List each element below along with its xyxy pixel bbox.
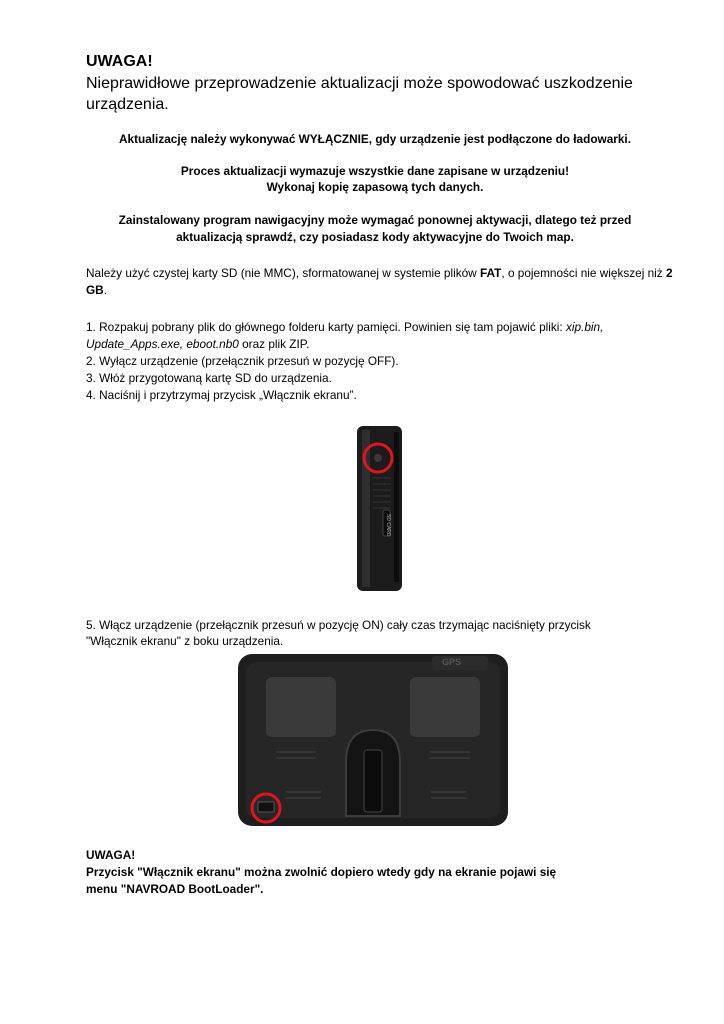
step-1-text-b: oraz plik ZIP.: [238, 337, 310, 351]
erase-notice-line1: Proces aktualizacji wymazuje wszystkie dane zapisane w urządzeniu!: [180, 164, 570, 178]
warning-subtitle: Nieprawidłowe przeprowadzenie aktualizacji może spowodować uszkodzenie urządzenia.: [86, 75, 633, 113]
step-1-files: xip.bin, Update_Apps.exe, eboot.nb0: [86, 320, 604, 351]
sd-text-a: Należy użyć czystej karty SD (nie MMC), sformatowanej w systemie plików: [86, 266, 480, 280]
sd-card-label: SD CARD: [385, 514, 391, 537]
sd-text-b: , o pojemności nie większej niż: [501, 266, 666, 280]
sd-fat: FAT: [479, 266, 502, 280]
footer-warning-title: UWAGA!: [86, 848, 136, 862]
sd-text-c: .: [103, 283, 107, 297]
sd-card-paragraph: [86, 265, 676, 299]
gps-badge: GPS: [442, 657, 462, 667]
step-1: [86, 319, 676, 353]
footer-warning-line1: Przycisk "Włącznik ekranu" można zwolnić dopiero wtedy gdy na ekranie pojawi się: [86, 865, 557, 879]
activation-notice-line2: aktualizacją sprawdź, czy posiadasz kody aktywacyjne do Twoich map.: [176, 230, 574, 244]
warning-title: UWAGA!: [86, 53, 153, 70]
device-back-image: [236, 652, 510, 830]
footer-warning-line2: menu "NAVROAD BootLoader".: [86, 882, 264, 896]
activation-notice-line1: Zainstalowany program nawigacyjny może wymagać ponownej aktywacji, dlatego też przed: [118, 213, 632, 227]
step-3: 3. Włóż przygotowaną kartę SD do urządzenia.: [86, 371, 332, 385]
step-5-line2: "Włącznik ekranu" z boku urządzenia.: [86, 634, 284, 648]
device-side-image: [345, 418, 407, 594]
sd-size: 2 GB: [86, 266, 673, 297]
charger-notice: Aktualizację należy wykonywać WYŁĄCZNIE, gdy urządzenie jest podłączone do ładowarki.: [119, 132, 631, 146]
erase-notice-line2: Wykonaj kopię zapasową tych danych.: [266, 180, 484, 194]
step-5-line1: 5. Włącz urządzenie (przełącznik przesuń w pozycję ON) cały czas trzymając naciśnięty przycisk: [86, 618, 591, 632]
step-4: 4. Naciśnij i przytrzymaj przycisk „Włącznik ekranu”.: [86, 388, 357, 402]
step-2: 2. Wyłącz urządzenie (przełącznik przesuń w pozycję OFF).: [86, 354, 399, 368]
step-1-text: 1. Rozpakuj pobrany plik do głównego folderu karty pamięci. Powinien się tam pojawić pliki:: [86, 320, 566, 334]
steps-list: [86, 319, 676, 404]
